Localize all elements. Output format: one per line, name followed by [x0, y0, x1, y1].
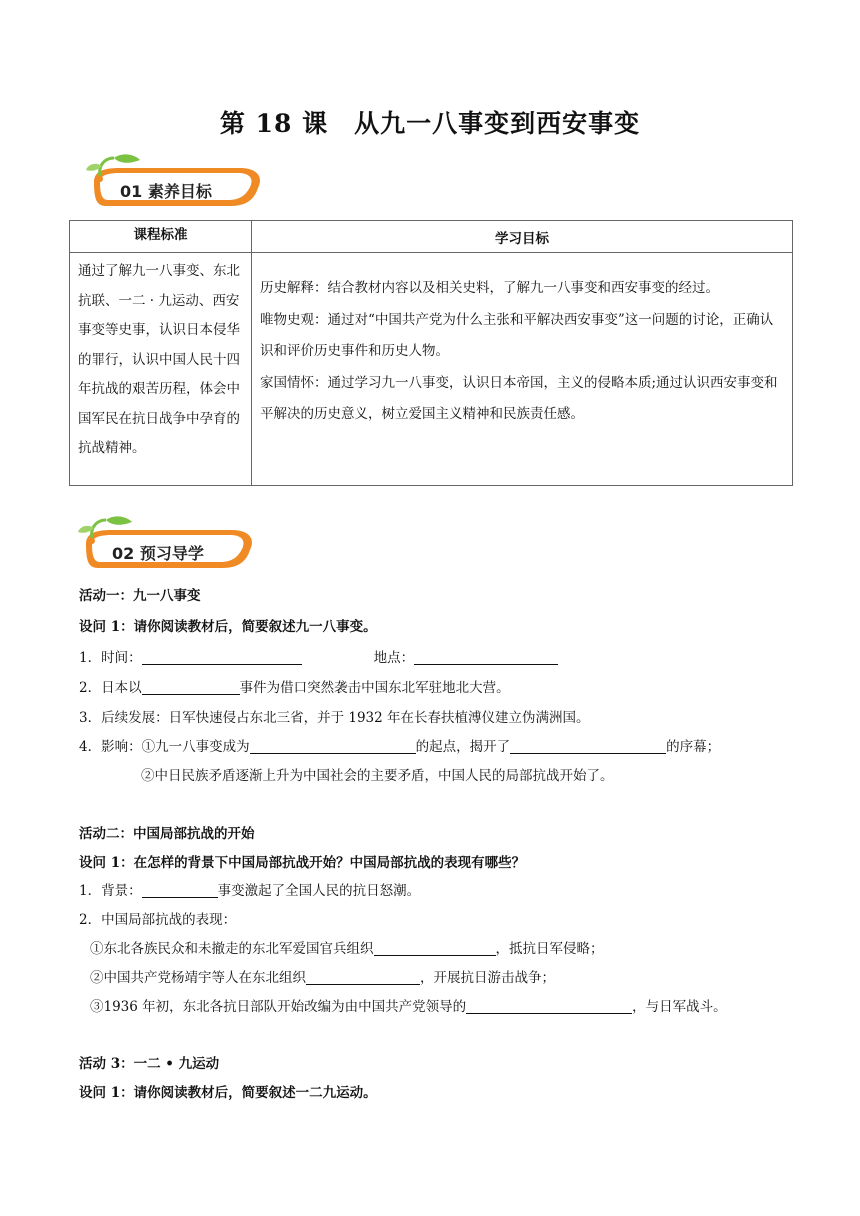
table-header-row: [70, 221, 793, 253]
header-goal: 学习目标: [252, 221, 793, 253]
blank-starting-point[interactable]: [250, 738, 416, 754]
activity-2-line-2: 2．中国局部抗战的表现：: [79, 912, 237, 928]
activity-1-title: 活动一：九一八事变: [79, 588, 201, 604]
goals-table: [69, 220, 793, 486]
section-badge-02: [72, 514, 262, 570]
activity-1-question: 设问 1：请你阅读教材后，简要叙述九一八事变。: [79, 619, 377, 635]
activity-3-question: 设问 1：请你阅读教材后，简要叙述一二九运动。: [79, 1085, 377, 1101]
blank-united-army[interactable]: [466, 998, 632, 1014]
activity-1-line-1: 1．时间： 地点：: [79, 646, 558, 666]
blank-background[interactable]: [142, 882, 218, 898]
activity-2-line-4: ②中国共产党杨靖宇等人在东北组织 ，开展抗日游击战争；: [90, 970, 555, 986]
section-01-label: 01 素养目标: [120, 182, 212, 201]
goal-cell: [252, 253, 793, 486]
activity-1-line-2: 2．日本以 事件为借口突然袭击中国东北军驻地北大营。: [79, 680, 510, 696]
blank-place[interactable]: [414, 649, 558, 665]
blank-prelude[interactable]: [510, 738, 666, 754]
blank-incident[interactable]: [142, 679, 240, 695]
blank-volunteer[interactable]: [374, 940, 496, 956]
activity-1-line-4: 4．影响：①九一八事变成为 的起点，揭开了 的序幕；: [79, 739, 721, 755]
goal-patriotism: 家国情怀：通过学习九一八事变，认识日本帝国，主义的侵略本质;通过认识西安事变和平解决的历史意义，树立爱国主义精神和民族责任感。: [260, 374, 778, 422]
activity-2-line-1: 1．背景： 事变激起了全国人民的抗日怒潮。: [79, 883, 421, 899]
activity-2-line-5: ③1936 年初，东北各抗日部队开始改编为由中国共产党领导的 ，与日军战斗。: [90, 999, 727, 1015]
table-row: [70, 253, 793, 486]
section-02-label: 02 预习导学: [112, 544, 204, 563]
activity-2-title: 活动二：中国局部抗战的开始: [79, 826, 255, 842]
activity-1-line-3: 3．后续发展：日军快速侵占东北三省，并于 1932 年在长春扶植溥仪建立伪满洲国。: [79, 710, 590, 726]
standard-text: 通过了解九一八事变、东北抗联、一二 · 九运动、西安事变等史事，认识日本侵华的罪行，认识中国人民十四年抗战的艰苦历程，体会中国军民在抗日战争中孕育的抗战精神。: [70, 253, 252, 486]
goal-materialism: 唯物史观：通过对“中国共产党为什么主张和平解决西安事变”这一问题的讨论，正确认识和评价历史事件和历史人物。: [260, 311, 774, 359]
blank-guerrilla[interactable]: [306, 969, 420, 985]
activity-2-question: 设问 1：在怎样的背景下中国局部抗战开始？中国局部抗战的表现有哪些？: [79, 855, 526, 871]
activity-3-title: 活动 3：一二 • 九运动: [79, 1056, 220, 1072]
activity-2-line-3: ①东北各族民众和未撤走的东北军爱国官兵组织 ，抵抗日军侵略；: [90, 941, 604, 957]
blank-time[interactable]: [142, 649, 302, 665]
activity-1-line-5: ②中日民族矛盾逐渐上升为中国社会的主要矛盾，中国人民的局部抗战开始了。: [141, 768, 614, 784]
header-standard: 课程标准: [70, 221, 252, 253]
goal-interpretation: 历史解释：结合教材内容以及相关史料，了解九一八事变和西安事变的经过。: [260, 280, 719, 296]
section-badge-01: [80, 152, 270, 208]
page-title: 第 18 课 从九一八事变到西安事变: [219, 109, 641, 138]
